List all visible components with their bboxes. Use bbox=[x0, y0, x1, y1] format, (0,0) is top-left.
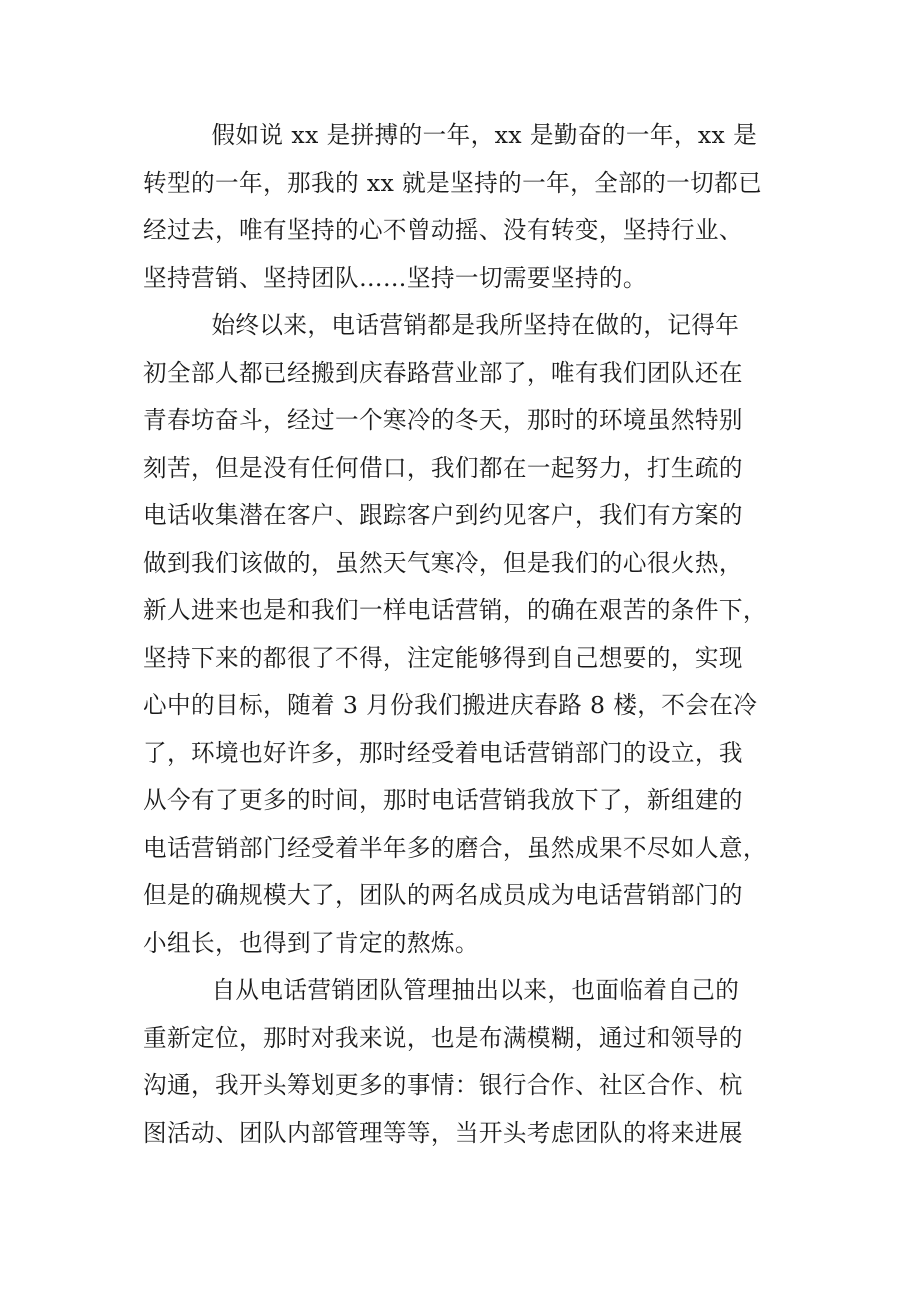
document-body bbox=[143, 112, 783, 1157]
text-line: 了，环境也好许多，那时经受着电话营销部门的设立，我 bbox=[143, 738, 743, 767]
text-line: 坚持营销、坚持团队……坚持一切需要坚持的。 bbox=[143, 263, 647, 292]
text-line: 经过去，唯有坚持的心不曾动摇、没有转变，坚持行业、 bbox=[143, 216, 743, 244]
text-line: 做到我们该做的，虽然天气寒冷，但是我们的心很火热， bbox=[143, 548, 743, 577]
text-line: 青春坊奋斗，经过一个寒冷的冬天，那时的环境虽然特别 bbox=[143, 406, 743, 434]
text-line: 心中的目标，随着 3 月份我们搬进庆春路 8 楼，不会在冷 bbox=[143, 691, 758, 719]
text-line: 从今有了更多的时间，那时电话营销我放下了，新组建的 bbox=[143, 786, 743, 814]
text-line: 始终以来，电话营销都是我所坚持在做的，记得年 bbox=[211, 311, 740, 339]
text-line: 图活动、团队内部管理等等，当开头考虑团队的将来进展 bbox=[143, 1118, 743, 1147]
text-line: 小组长，也得到了肯定的熬炼。 bbox=[143, 928, 479, 957]
text-line: 新人进来也是和我们一样电话营销，的确在艰苦的条件下， bbox=[143, 596, 767, 624]
text-line: 假如说 xx 是拼搏的一年，xx 是勤奋的一年，xx 是 bbox=[211, 121, 758, 149]
text-line: 初全部人都已经搬到庆春路营业部了，唯有我们团队还在 bbox=[143, 358, 743, 387]
paragraph-2 bbox=[143, 302, 783, 967]
text-line: 沟通，我开头筹划更多的事情：银行合作、社区合作、杭 bbox=[143, 1071, 743, 1099]
paragraph-3 bbox=[143, 967, 783, 1157]
text-line: 转型的一年，那我的 xx 就是坚持的一年，全部的一切都已 bbox=[143, 168, 763, 197]
text-line: 刻苦，但是没有任何借口，我们都在一起努力，打生疏的 bbox=[143, 453, 743, 482]
text-line: 电话营销部门经受着半年多的磨合，虽然成果不尽如人意， bbox=[143, 833, 767, 862]
text-line: 重新定位，那时对我来说，也是布满模糊，通过和领导的 bbox=[143, 1023, 743, 1052]
text-line: 但是的确规模大了，团队的两名成员成为电话营销部门的 bbox=[143, 881, 743, 909]
text-line: 自从电话营销团队管理抽出以来，也面临着自己的 bbox=[211, 976, 740, 1004]
text-line: 坚持下来的都很了不得，注定能够得到自己想要的，实现 bbox=[143, 643, 743, 672]
text-line: 电话收集潜在客户、跟踪客户到约见客户，我们有方案的 bbox=[143, 501, 743, 529]
paragraph-1 bbox=[143, 112, 783, 302]
